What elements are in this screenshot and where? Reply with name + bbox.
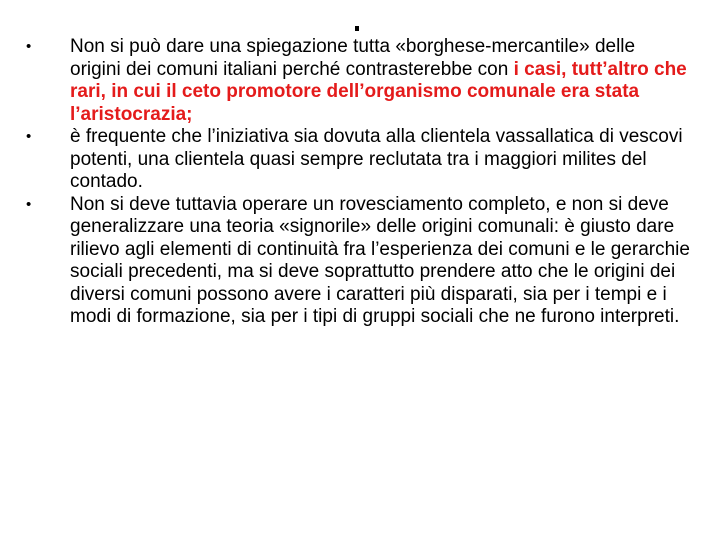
bullet-item-3: [24, 194, 690, 329]
bullet-2-text: è frequente che l’iniziativa sia dovuta alla clientela vassallatica di vescovi potenti, una clientela quasi sempre reclutata tra i maggiori milites del contado.: [70, 126, 683, 192]
bullet-1-highlight: i casi, tutt’altro che rari, in cui il ceto promotore dell’organismo comunale era stata l’aristocrazia: [70, 58, 687, 125]
bullet-icon: •: [26, 38, 32, 55]
bullet-list: [24, 36, 690, 329]
bullet-item-2: [24, 126, 690, 194]
bullet-3-text: Non si deve tuttavia operare un rovesciamento completo, e non si deve generalizzare una teoria «signorile» delle origini comunali: è giusto dare rilievo agli elementi di continuità fra l’esperienza dei comuni e le gerarchie sociali precedenti, ma si deve soprattutto prendere atto che le origini dei diversi comuni possono avere i caratteri più disparati, sia per i tempi e i modi di formazione, sia per i tipi di gruppi sociali che ne furono interpreti.: [70, 193, 690, 327]
bullet-icon: •: [26, 195, 32, 213]
bullet-1-text: Non si può dare una spiegazione tutta «borghese-mercantile» delle origini dei comuni italiani perché contrasterebbe con: [70, 36, 636, 80]
bullet-icon: •: [26, 128, 32, 145]
bullet-1-text-after: ;: [186, 103, 193, 125]
stray-dot-mark: [355, 26, 359, 31]
bullet-item-1: [24, 36, 690, 126]
